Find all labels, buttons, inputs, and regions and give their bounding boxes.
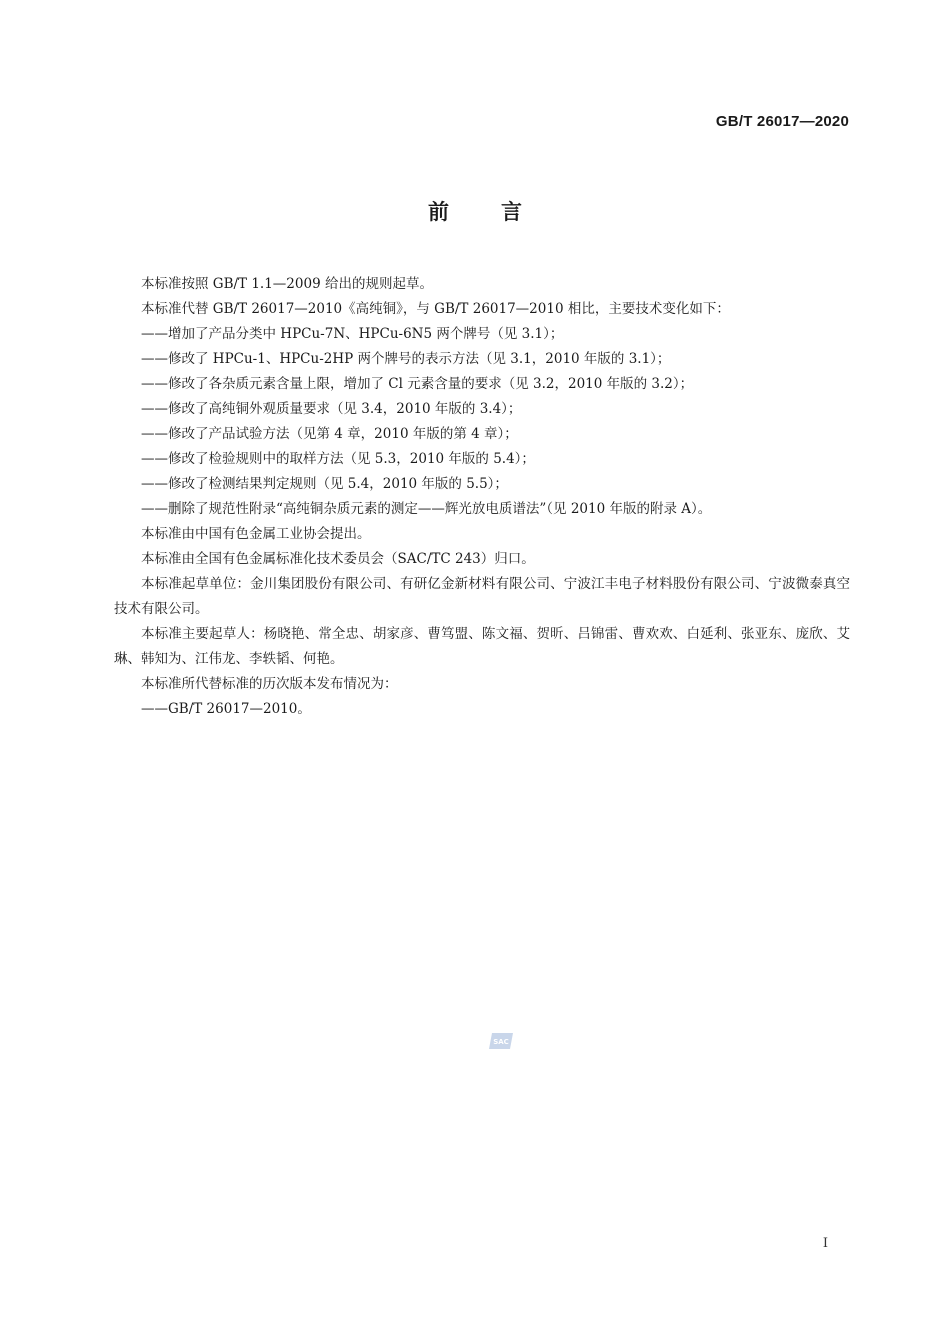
list-item: ——修改了各杂质元素含量上限，增加了 Cl 元素含量的要求（见 3.2，2010 年版的 3.2）；	[141, 376, 694, 392]
standard-code: GB/T 26017—2020	[715, 113, 849, 130]
list-item: ——删除了规范性附录“高纯铜杂质元素的测定——辉光放电质谱法”（见 2010 年版的附录 A）。	[141, 501, 712, 517]
list-item: ——修改了检测结果判定规则（见 5.4，2010 年版的 5.5）；	[141, 476, 508, 492]
foreword-body	[114, 272, 850, 722]
list-item: ——修改了检验规则中的取样方法（见 5.3，2010 年版的 5.4）；	[141, 451, 535, 467]
paragraph: 本标准代替 GB/T 26017—2010《高纯铜》，与 GB/T 26017—2010 相比，主要技术变化如下：	[141, 301, 730, 317]
list-item: ——GB/T 26017—2010。	[141, 701, 311, 717]
sac-logo-icon	[488, 1032, 514, 1050]
list-item: ——增加了产品分类中 HPCu-7N、HPCu-6N5 两个牌号（见 3.1）；	[141, 326, 564, 342]
page-number: I	[822, 1236, 828, 1251]
list-item: ——修改了产品试验方法（见第 4 章，2010 年版的第 4 章）；	[141, 426, 518, 442]
page-title: 前言	[428, 200, 574, 224]
paragraph-drafters: 本标准主要起草人：杨晓艳、常全忠、胡家彦、曹笃盟、陈文福、贺昕、吕锦雷、曹欢欢、白延利、张亚东、庞欣、艾琳、韩知为、江伟龙、李轶韬、何艳。	[114, 626, 850, 667]
paragraph-drafting-units: 本标准起草单位：金川集团股份有限公司、有研亿金新材料有限公司、宁波江丰电子材料股份有限公司、宁波微泰真空技术有限公司。	[114, 576, 850, 617]
paragraph: 本标准由中国有色金属工业协会提出。	[141, 526, 371, 542]
list-item: ——修改了 HPCu-1、HPCu-2HP 两个牌号的表示方法（见 3.1，2010 年版的 3.1）；	[141, 351, 671, 367]
sac-logo-text: SAC	[493, 1038, 509, 1046]
paragraph: 本标准由全国有色金属标准化技术委员会（SAC/TC 243）归口。	[141, 551, 535, 567]
paragraph: 本标准所代替标准的历次版本发布情况为：	[141, 676, 398, 692]
paragraph: 本标准按照 GB/T 1.1—2009 给出的规则起草。	[141, 276, 433, 292]
list-item: ——修改了高纯铜外观质量要求（见 3.4，2010 年版的 3.4）；	[141, 401, 522, 417]
